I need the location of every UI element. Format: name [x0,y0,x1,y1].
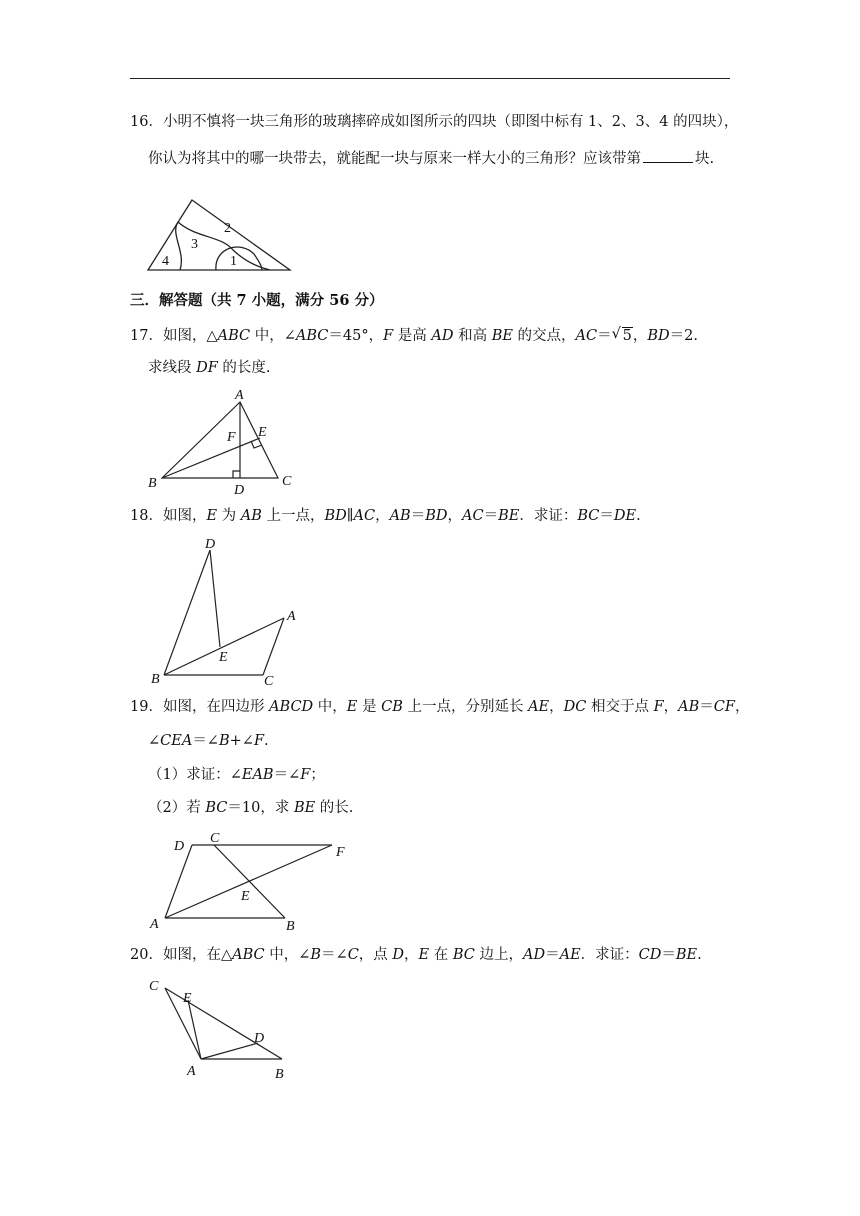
q20-text: 边上， [474,947,523,963]
q19-text: 相交于点 [586,699,654,715]
q19-label-E: E [241,889,250,904]
q16-text-line2: 你认为将其中的哪一块带去，就能配一块与原来一样大小的三角形？应该带第 [148,151,641,167]
q20-var: AD [523,947,546,963]
q17-var: F [383,328,394,344]
q20-label-C: C [149,979,159,994]
q18-var: AB [240,508,262,524]
q17-text: ＝2. [669,328,698,344]
q16-number: 16． [130,114,163,130]
q17-var: AC [575,328,598,344]
q18-var: BC [577,508,600,524]
q19-text: ； [310,767,325,783]
q19-label-F: F [336,845,345,860]
q19-label-A: A [150,917,159,932]
q19-var: BE [293,800,316,816]
q19-var: CEA [160,733,193,749]
q18-text: ， [375,508,390,524]
q19-var: ABCD [269,699,314,715]
q17-var: BE [491,328,513,344]
q18-label-C: C [264,674,274,689]
q18-label-E: E [219,650,228,665]
q17-var: ABC [217,328,251,344]
q19-label-D: D [174,839,185,854]
q18-label-A: A [287,609,296,624]
q20-var: BE [675,947,698,963]
q18-label-D: D [205,537,216,552]
q20-var: CD [638,947,662,963]
q19-var: AE [528,699,550,715]
q19-text: 中， [313,699,347,715]
q17-text: ＝45°， [328,328,384,344]
q18-number: 18． [130,508,163,524]
q20-label-A: A [187,1064,196,1079]
q19-text: ＝∠ [192,733,219,749]
q17-text: ＝ [597,328,612,344]
q20-text: 如图，在△ [162,947,233,963]
q18-var: DE [613,508,637,524]
q17-text: 的长度. [217,360,271,376]
q20-var: B [310,947,322,963]
q18-var: E [206,508,218,524]
q19-text: ∠ [148,733,161,749]
q19-var: AB [678,699,700,715]
q19-text: ， [663,699,679,715]
q20-text: ＝ [661,947,676,963]
radical-sign: √ [611,326,621,342]
q17-text: 和高 [453,328,492,344]
q20-text: ＝ [545,947,560,963]
q18-text: ＝ [483,508,499,524]
q18-text: 如图， [162,508,207,524]
q19-var: BC [205,800,228,816]
q20-var: ABC [232,947,265,963]
q19-label-B: B [286,919,295,934]
q19-text: 如图，在四边形 [162,699,270,715]
q19-text: +∠ [229,733,254,749]
q18-var: BD [324,508,347,524]
q18-var: BD [425,508,448,524]
q17-var: ABC [295,328,329,344]
q19-var: F [253,733,264,749]
section-3-title: 三．解答题（共 7 小题，满分 56 分） [130,292,384,309]
q18-text: 为 [217,508,241,524]
q19-text: ， [549,699,564,715]
q19-text: （1）求证：∠ [148,767,242,783]
piece-3-label: 3 [191,237,198,252]
q20-text: ．求证： [580,947,639,963]
q19-text: 上一点，分别延长 [402,699,529,715]
q20-var: BC [452,947,475,963]
q19-var: B [218,733,230,749]
q18-var: AC [353,508,376,524]
q18-text: 上一点， [261,508,325,524]
q16-text-line1: 小明不慎将一块三角形的玻璃摔碎成如图所示的四块（即图中标有 1、2、3、4 的四块）， [162,114,739,130]
q19-var: F [300,767,311,783]
q18-text: ．求证： [519,508,578,524]
q19-text: ＝10，求 [227,800,294,816]
q18-text: . [636,508,641,524]
q18-text: ∥ [346,508,354,524]
q19-text: ＝ [699,699,714,715]
q17-var: AD [431,328,454,344]
q20-text: ，点 [358,947,393,963]
q19-text: ， [734,699,750,715]
q18-text: ， [447,508,462,524]
q17-var: BD [647,328,670,344]
q19-text: 是 [357,699,382,715]
q18-var: BE [498,508,520,524]
q20-text: ， [404,947,419,963]
q17-number: 17． [130,328,163,344]
radicand: 5 [622,328,632,344]
q20-text: . [697,947,702,963]
q17-label-A: A [235,388,244,403]
q18-var: AB [389,508,411,524]
q20-var: AE [559,947,581,963]
q18-label-B: B [151,672,160,687]
q20-text: ＝∠ [321,947,348,963]
q17-label-E: E [258,425,267,440]
q19-number: 19． [130,699,163,715]
q20-var: C [347,947,359,963]
q19-text: ＝∠ [273,767,301,783]
q17-text: 是高 [393,328,432,344]
q20-label-E: E [183,991,192,1006]
q20-var: E [418,947,430,963]
q17-var: DF [196,360,218,376]
piece-1-label: 1 [230,254,237,269]
q17-label-F: F [227,430,236,445]
q16-text-end: 块. [695,151,715,167]
q17-label-D: D [234,483,245,498]
piece-4-label: 4 [162,254,169,269]
q20-label-D: D [254,1031,265,1046]
q20-text: 在 [429,947,453,963]
q17-label-B: B [148,476,157,491]
q20-number: 20． [130,947,163,963]
q19-var: CB [381,699,403,715]
piece-2-label: 2 [224,221,231,236]
q17-text: ， [632,328,648,344]
q18-text: ＝ [599,508,614,524]
q19-var: F [653,699,664,715]
q17-text: 求线段 [148,360,197,376]
q20-text: 中，∠ [264,947,311,963]
q18-text: ＝ [410,508,426,524]
q20-label-B: B [275,1067,284,1082]
q19-label-C: C [210,831,220,846]
q19-var: DC [563,699,587,715]
q19-var: EAB [241,767,274,783]
q17-text: 的交点， [512,328,576,344]
q19-text: 的长. [315,800,354,816]
q17-label-C: C [282,474,292,489]
q17-text: 如图，△ [162,328,218,344]
q19-text: （2）若 [148,800,206,816]
q17-text: 中，∠ [250,328,296,344]
q19-text: . [264,733,269,749]
q20-var: D [392,947,405,963]
q19-var: E [346,699,358,715]
q19-var: CF [713,699,735,715]
q18-var: AC [462,508,484,524]
